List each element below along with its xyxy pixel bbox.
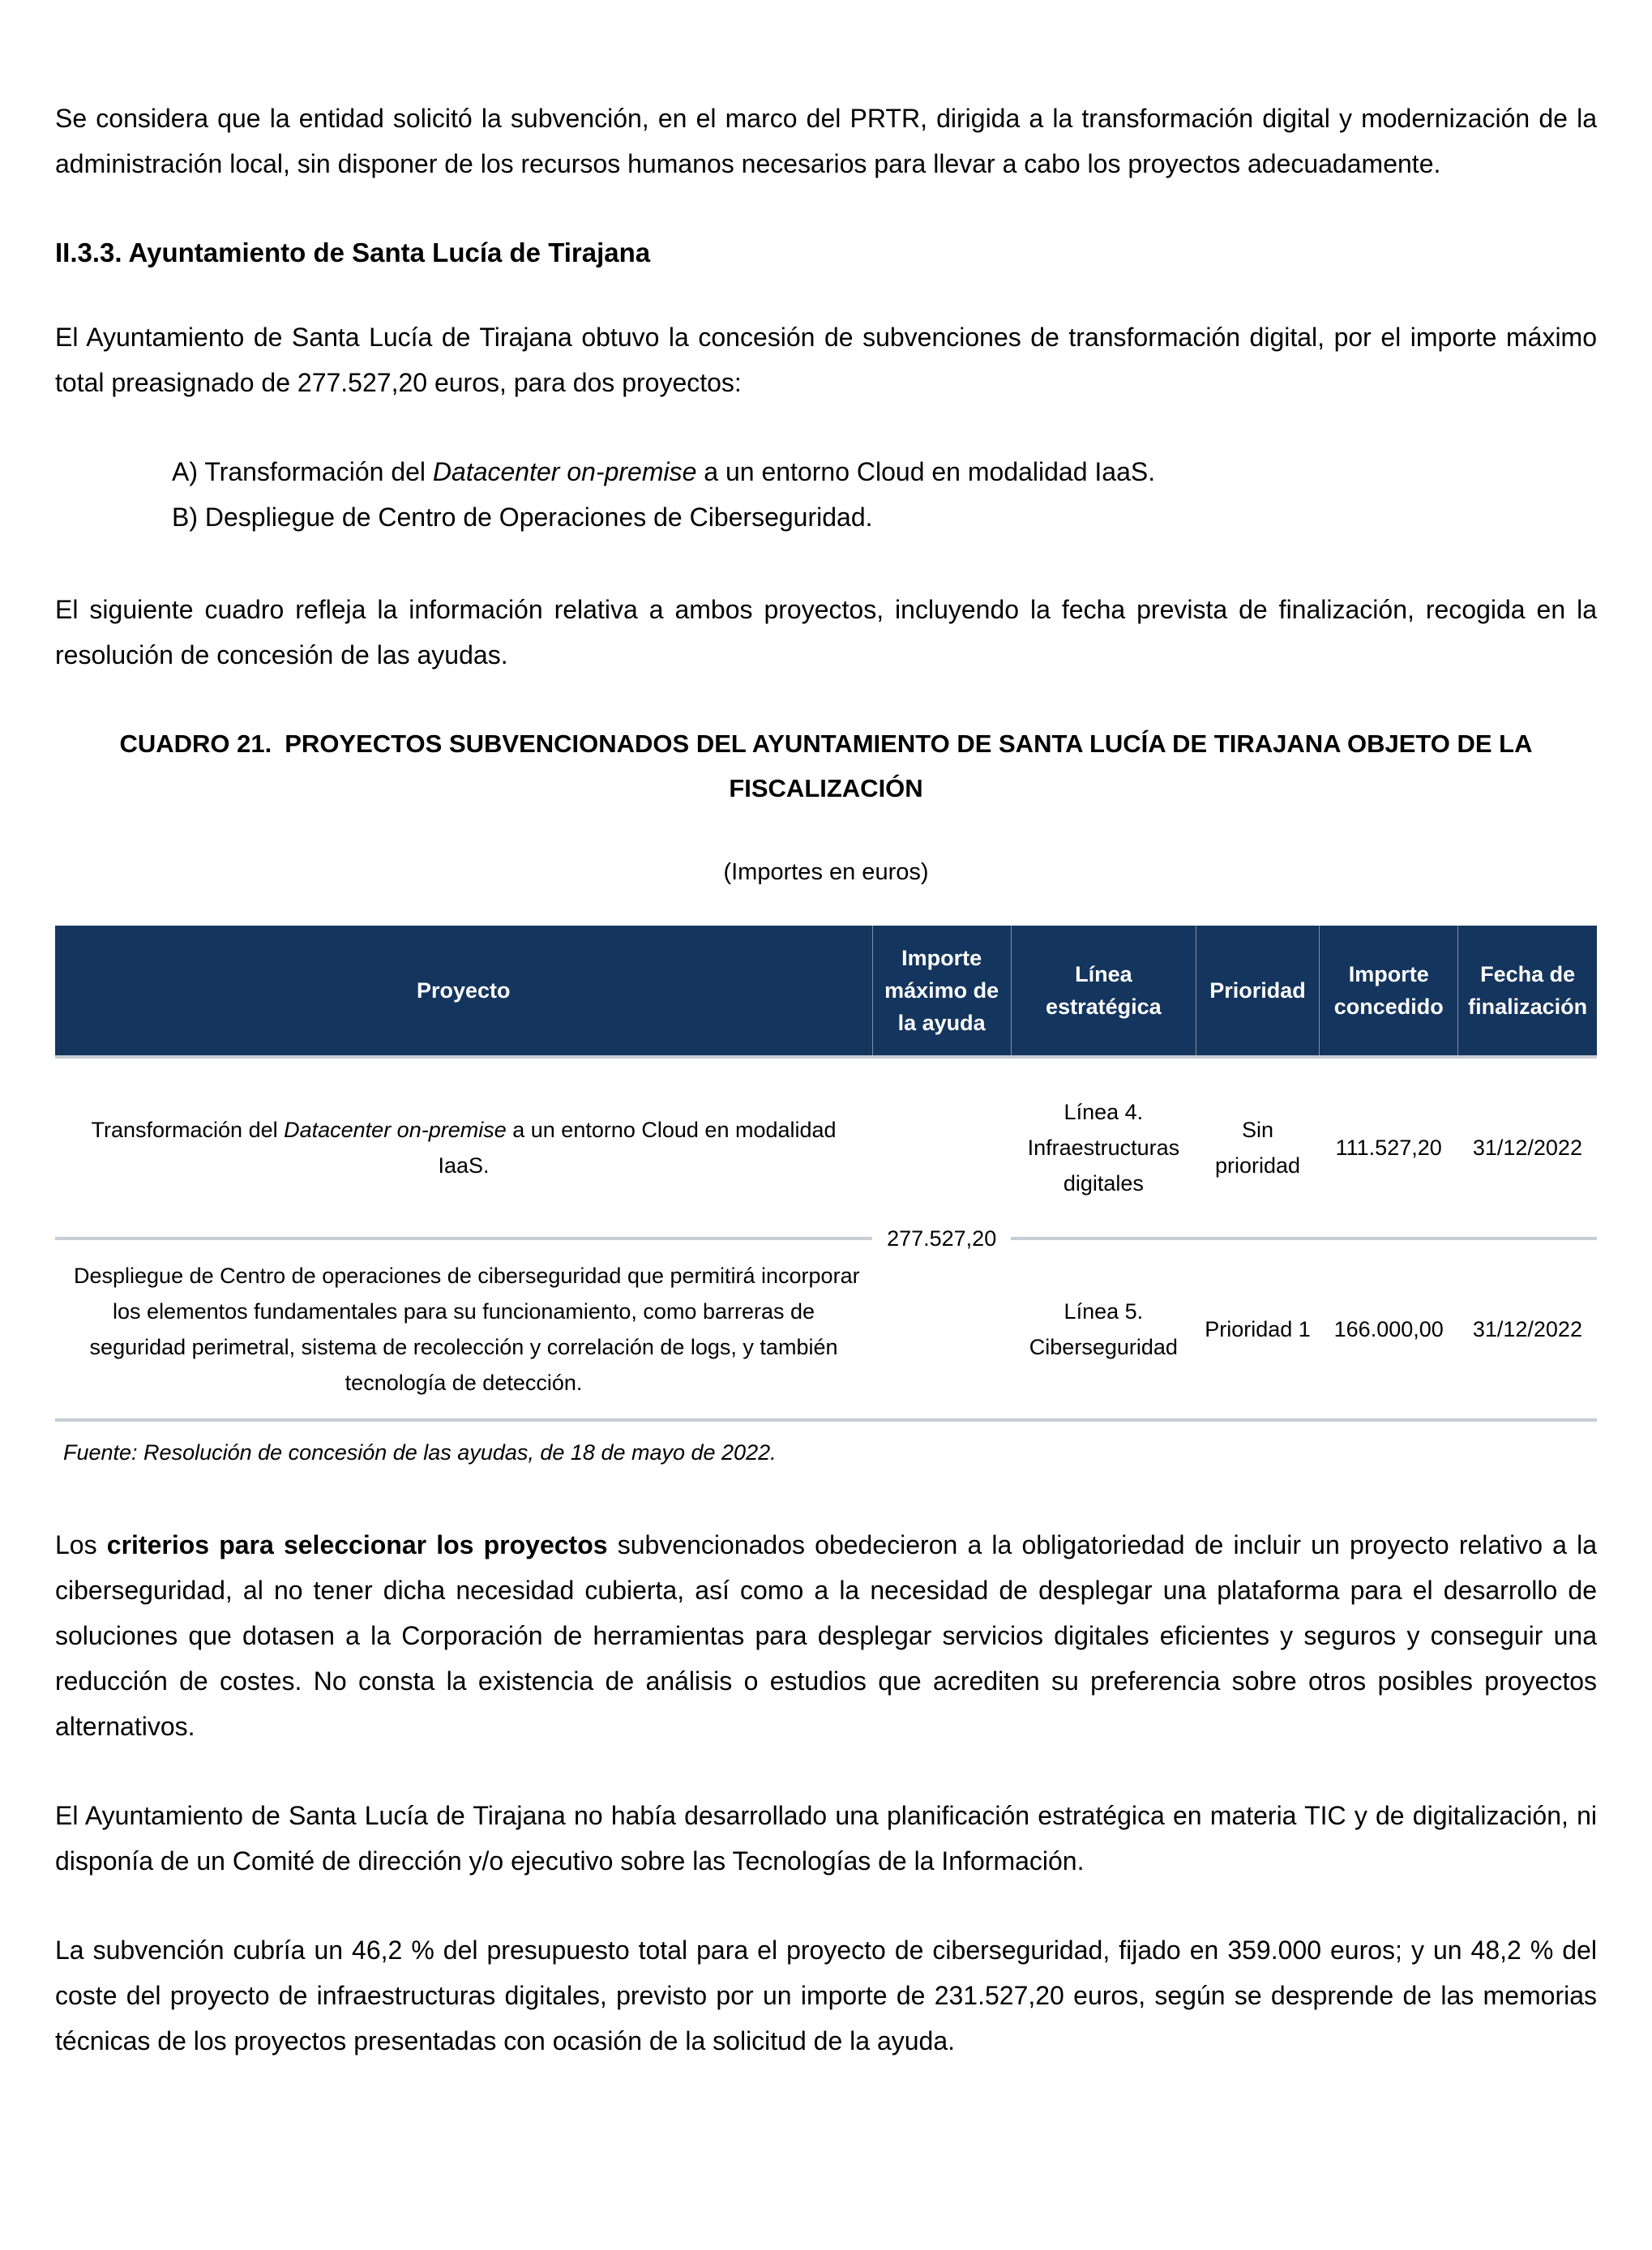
list-item-a-prefix: A) Transformación del — [172, 457, 433, 486]
table-caption-title: PROYECTOS SUBVENCIONADOS DEL AYUNTAMIENTO DE SANTA LUCÍA DE TIRAJANA OBJETO DE LA FISCALIZACIÓN — [285, 729, 1533, 802]
cell-importe-concedido-1: 111.527,20 — [1320, 1057, 1458, 1238]
list-item-b: B) Despliegue de Centro de Operaciones de Ciberseguridad. — [172, 503, 873, 532]
paragraph-intro: Se considera que la entidad solicitó la subvención, en el marco del PRTR, dirigida a la transformación digital y modernización de la administración local, sin disponer de los recursos humanos necesarios para llevar a cabo los proyectos adecuadamente. — [55, 104, 1597, 178]
paragraph-planificacion: El Ayuntamiento de Santa Lucía de Tirajana no había desarrollado una planificación estratégica en materia TIC y de digitalización, ni disponía de un Comité de dirección y/o ejecutivo sobre las Tecnologías de la Información. — [55, 1801, 1597, 1876]
header-importe-concedido: Importe concedido — [1320, 926, 1458, 1057]
cell-project-ciberseguridad — [55, 1238, 872, 1420]
project-list — [172, 449, 1597, 540]
criterios-bold: criterios para seleccionar los proyectos — [106, 1530, 608, 1559]
project-2-prefix: Despliegue de Centro de operaciones de ciberseguridad que permitirá incorporar los elementos fundamentales para su funcionamiento, como barreras de seguridad perimetral, sistema de recolección y correlación de logs, y también tecnología de detección. — [67, 1264, 867, 1395]
header-fecha-finalizacion: Fecha de finalización — [1458, 926, 1597, 1057]
cell-importe-concedido-2: 166.000,00 — [1320, 1238, 1458, 1420]
units-note: (Importes en euros) — [723, 859, 929, 885]
cell-linea-estrategica-2: Línea 5. Ciberseguridad — [1011, 1238, 1196, 1420]
project-1-suffix: a un entorno Cloud en modalidad IaaS. — [438, 1118, 843, 1178]
table-row-ciberseguridad — [55, 1238, 1597, 1420]
table-caption — [88, 721, 1564, 811]
table-source-note: Fuente: Resolución de concesión de las ayudas, de 18 de mayo de 2022. — [63, 1440, 777, 1465]
cell-importe-maximo-total: 277.527,20 — [872, 1057, 1011, 1420]
header-prioridad: Prioridad — [1196, 926, 1319, 1057]
paragraph-concesion: El Ayuntamiento de Santa Lucía de Tirajana obtuvo la concesión de subvenciones de transformación digital, por el importe máximo total preasignado de 277.527,20 euros, para dos proyectos: — [55, 323, 1597, 397]
header-importe-maximo: Importe máximo de la ayuda — [872, 926, 1011, 1057]
projects-table-body — [55, 1057, 1597, 1420]
cell-project-datacenter — [55, 1057, 872, 1238]
table-row-datacenter — [55, 1057, 1597, 1238]
paragraph-subvencion: La subvención cubría un 46,2 % del presupuesto total para el proyecto de ciberseguridad, fijado en 359.000 euros; y un 48,2 % del coste del proyecto de infraestructuras digitales, previsto por un importe de 231.527,20 euros, según se desprende de las memorias técnicas de los proyectos presentadas con ocasión de la solicitud de la ayuda. — [55, 1936, 1597, 2055]
project-1-prefix: Transformación del — [91, 1118, 285, 1142]
criterios-prefix: Los — [55, 1530, 107, 1559]
header-proyecto: Proyecto — [55, 926, 872, 1057]
list-item-a-suffix: a un entorno Cloud en modalidad IaaS. — [696, 457, 1156, 486]
paragraph-cuadro-intro: El siguiente cuadro refleja la información relativa a ambos proyectos, incluyendo la fecha prevista de finalización, recogida en la resolución de concesión de las ayudas. — [55, 595, 1597, 669]
list-item-a — [172, 449, 1597, 494]
header-row — [55, 926, 1597, 1057]
project-1-italic: Datacenter on-premise — [284, 1118, 507, 1142]
cell-fecha-finalizacion-2: 31/12/2022 — [1458, 1238, 1597, 1420]
paragraph-criterios — [55, 1522, 1597, 1749]
section-heading: II.3.3. Ayuntamiento de Santa Lucía de Tirajana — [55, 237, 651, 267]
list-item-a-italic: Datacenter on-premise — [432, 457, 697, 486]
cell-linea-estrategica-1: Línea 4. Infraestructuras digitales — [1011, 1057, 1196, 1238]
cell-prioridad-2: Prioridad 1 — [1196, 1238, 1319, 1420]
cell-prioridad-1: Sin prioridad — [1196, 1057, 1319, 1238]
table-caption-label: CUADRO 21. — [119, 729, 272, 758]
cell-fecha-finalizacion-1: 31/12/2022 — [1458, 1057, 1597, 1238]
projects-table-header — [55, 926, 1597, 1057]
criterios-suffix: subvencionados obedecieron a la obligatoriedad de incluir un proyecto relativo a la ciberseguridad, al no tener dicha necesidad cubierta, así como a la necesidad de desplegar una plataforma para el desarrollo de soluciones que dotasen a la Corporación de herramientas para desplegar servicios digitales eficientes y seguros y conseguir una reducción de costes. No consta la existencia de análisis o estudios que acrediten su preferencia sobre otros posibles proyectos alternativos. — [55, 1530, 1598, 1741]
projects-table — [55, 926, 1597, 1422]
header-linea-estrategica: Línea estratégica — [1011, 926, 1196, 1057]
